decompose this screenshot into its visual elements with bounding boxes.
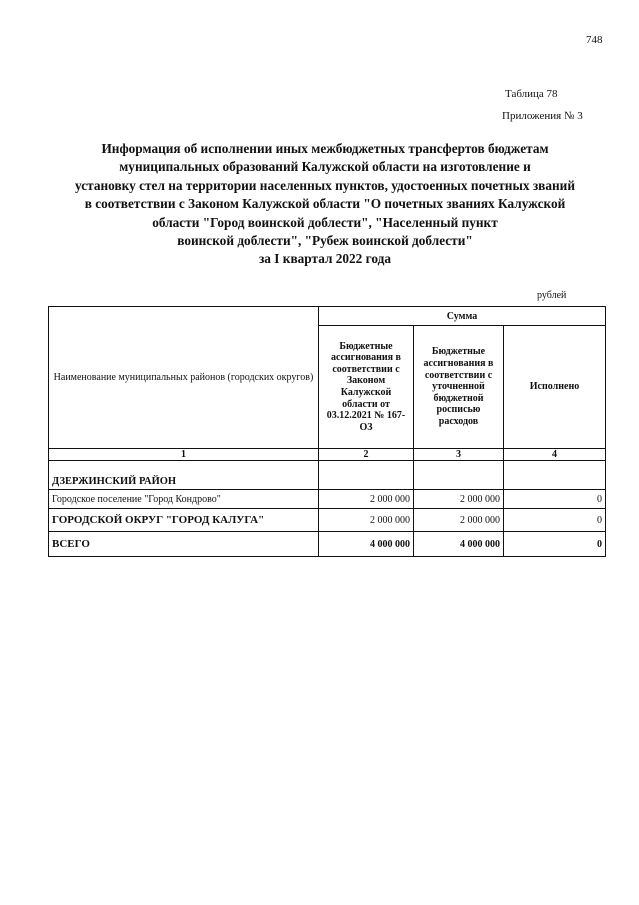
row-law-value: 2 000 000 (319, 509, 414, 532)
header-executed: Исполнено (504, 326, 606, 449)
column-number: 1 (49, 449, 319, 461)
table-row (49, 509, 606, 532)
column-number-row (49, 449, 606, 461)
row-name: ГОРОДСКОЙ ОКРУГ "ГОРОД КАЛУГА" (49, 509, 319, 532)
title-line: воинской доблести", "Рубеж воинской доблести" (177, 233, 473, 249)
total-row (49, 532, 606, 557)
header-law-allocation: Бюджетные ассигнования в соответствии с Законом Калужской области от 03.12.2021 № 167-ОЗ (319, 326, 414, 449)
annex-reference: Приложения № 3 (502, 110, 583, 122)
row-law-value: 4 000 000 (319, 532, 414, 557)
report-table (48, 306, 606, 557)
row-executed-value (504, 461, 606, 490)
title-line: в соответствии с Законом Калужской области "О почетных званиях Калужской (84, 196, 566, 212)
currency-unit: рублей (537, 290, 567, 301)
column-number: 2 (319, 449, 414, 461)
row-executed-value: 0 (504, 532, 606, 557)
row-refined-value: 4 000 000 (414, 532, 504, 557)
title-line: области "Город воинской доблести", "Населенный пункт (152, 214, 498, 230)
column-number: 4 (504, 449, 606, 461)
header-name: Наименование муниципальных районов (городских округов) (49, 307, 319, 449)
row-refined-value (414, 461, 504, 490)
table-reference: Таблица 78 (505, 88, 558, 100)
row-executed-value: 0 (504, 509, 606, 532)
row-law-value (319, 461, 414, 490)
title-line: за I квартал 2022 года (258, 251, 392, 267)
row-name: Городское поселение "Город Кондрово" (49, 490, 319, 509)
title-line: Информация об исполнении иных межбюджетных трансфертов бюджетам (101, 141, 549, 156)
row-name: ВСЕГО (49, 532, 319, 557)
row-name: ДЗЕРЖИНСКИЙ РАЙОН (49, 461, 319, 490)
page-number: 748 (586, 34, 603, 46)
row-refined-value: 2 000 000 (414, 490, 504, 509)
header-refined-allocation: Бюджетные ассигнования в соответствии с уточненной бюджетной росписью расходов (414, 326, 504, 449)
row-executed-value: 0 (504, 490, 606, 509)
header-sum: Сумма (319, 307, 606, 326)
header-row (49, 307, 606, 326)
table-row (49, 490, 606, 509)
title-line: установку стел на территории населенных пунктов, удостоенных почетных званий (75, 177, 575, 193)
column-number: 3 (414, 449, 504, 461)
title-line: муниципальных образований Калужской области на изготовление и (119, 159, 531, 175)
row-refined-value: 2 000 000 (414, 509, 504, 532)
row-law-value: 2 000 000 (319, 490, 414, 509)
document-title (40, 140, 610, 269)
table-row (49, 461, 606, 490)
